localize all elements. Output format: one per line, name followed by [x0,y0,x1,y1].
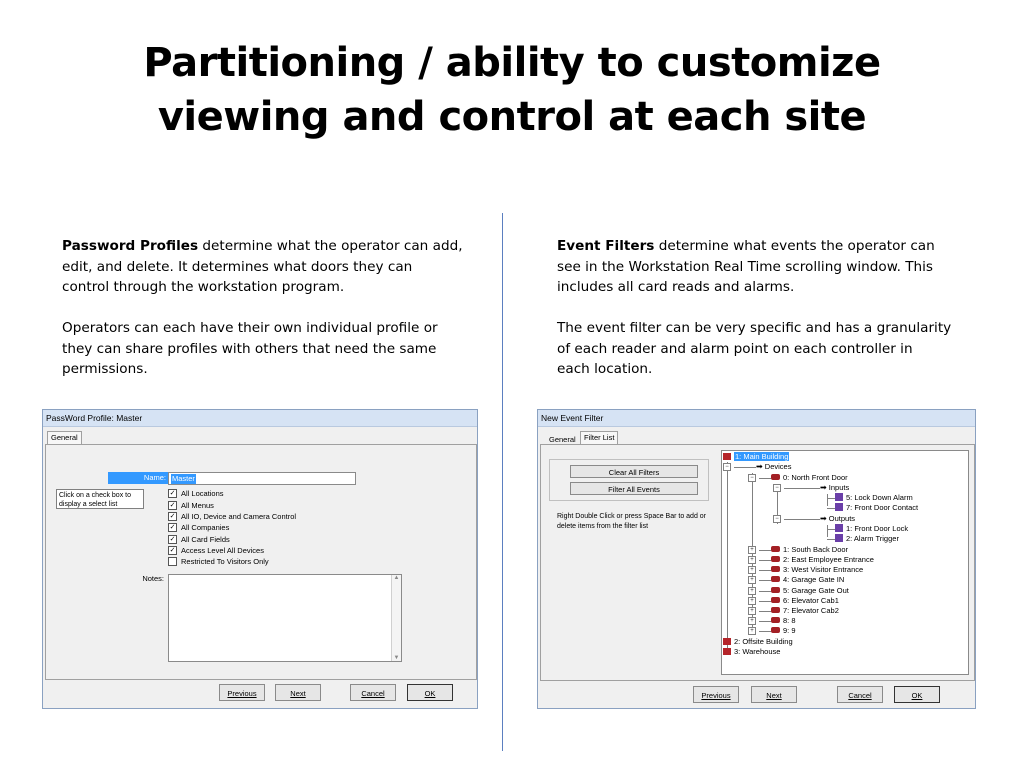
controller-icon [771,597,780,603]
checkbox-all-locations-label: All Locations [181,489,224,498]
slide-title-line-1: Partitioning / ability to customize [143,40,881,86]
right-p2-line2: of each reader and alarm point on each controller in [557,340,913,357]
expand-icon[interactable]: + [748,587,756,595]
password-profiles-paragraph [62,236,482,298]
checkbox-all-card-fields-box[interactable]: ✓ [169,535,176,543]
controller-icon [771,566,780,572]
filter-tree[interactable] [721,450,969,675]
tree-label-alarm-trigger: 2: Alarm Trigger [846,534,899,543]
tree-label-controller: 6: Elevator Cab1 [783,596,839,605]
tree-label-controller: 2: East Employee Entrance [783,555,874,564]
tab-general[interactable]: General [546,434,579,446]
filter-all-events-button[interactable]: Filter All Events [570,482,698,495]
notes-label: Notes: [142,574,164,583]
tree-node-controller[interactable] [748,616,796,626]
right-p1-line1: determine what events the operator can [654,238,935,254]
collapse-icon[interactable]: − [773,515,781,523]
controller-icon [771,474,780,480]
left-p1-line2: edit, and delete. It determines what doors they can [62,258,413,275]
tree-node-warehouse[interactable] [723,647,780,657]
expand-icon[interactable]: + [748,566,756,574]
tree-node-lock-down-alarm[interactable] [827,493,913,503]
tree-node-front-door-lock[interactable] [827,524,908,534]
arrow-right-icon: ➡ [756,462,763,471]
event-filter-granularity-paragraph [557,318,977,380]
left-p2-line1: Operators can each have their own individual profile or [62,320,438,336]
output-point-icon [835,524,843,532]
previous-button[interactable]: Previous [219,684,265,701]
column-divider [502,213,503,751]
tree-label-controller: 5: Garage Gate Out [783,586,849,595]
input-point-icon [835,503,843,511]
tree-node-controller[interactable] [748,545,848,555]
right-p1-line3: includes all card reads and alarms. [557,279,795,295]
collapse-icon[interactable]: − [773,484,781,492]
checkbox-all-menus-label: All Menus [181,501,214,510]
tree-label-devices: Devices [764,462,792,471]
password-dialog-title: PassWord Profile: Master [43,410,477,427]
expand-icon[interactable]: + [748,546,756,554]
tree-label-controller: 1: South Back Door [783,545,849,554]
scroll-up-icon[interactable]: ▲ [393,575,400,581]
expand-icon[interactable]: + [748,556,756,564]
output-point-icon [835,534,843,542]
event-tab-body [540,444,975,681]
checkbox-all-card-fields[interactable] [168,535,230,545]
new-event-filter-dialog [537,409,976,709]
checkbox-all-io-device-camera[interactable] [168,512,296,522]
password-profile-dialog [42,409,478,709]
collapse-icon[interactable]: − [748,474,756,482]
input-point-icon [835,493,843,501]
password-tab-body [45,444,477,680]
controller-icon [771,556,780,562]
name-label: Name: [108,472,168,484]
tree-node-offsite-building[interactable] [723,637,793,647]
controller-icon [771,587,780,593]
name-field[interactable] [168,472,356,485]
next-button[interactable]: Next [275,684,321,701]
checkbox-restricted-visitors-box[interactable] [168,557,177,566]
tree-line [727,462,728,652]
password-profiles-term: Password Profiles [62,238,199,254]
building-icon [723,638,731,645]
tab-filter-list[interactable]: Filter List [580,431,618,444]
slide-title [0,36,1024,144]
tree-node-controller[interactable] [748,565,863,575]
next-button[interactable]: Next [751,686,797,703]
clear-all-filters-button[interactable]: Clear All Filters [570,465,698,478]
tree-label-warehouse: 3: Warehouse [734,647,781,656]
expand-icon[interactable]: + [748,597,756,605]
tree-label-front-door-contact: 7: Front Door Contact [846,503,919,512]
slide-title-line-2: viewing and control at each site [157,94,867,140]
filter-buttons-group [549,459,709,501]
operators-paragraph [62,318,482,380]
ok-button[interactable]: OK [407,684,453,701]
left-p1-line1: determine what the operator can add, [198,238,463,254]
notes-scrollbar[interactable] [391,575,401,661]
controller-icon [771,607,780,613]
left-p2-line2: they can share profiles with others that need the same [62,340,437,357]
controller-icon [771,546,780,552]
checkbox-access-level-all-devices[interactable] [168,546,264,556]
event-filters-term: Event Filters [557,238,655,254]
checkbox-restricted-visitors[interactable] [168,557,269,567]
checkbox-all-companies-label: All Companies [181,523,230,532]
left-p1-line3: control through the workstation program. [62,279,345,295]
expand-icon[interactable]: + [748,617,756,625]
cancel-button[interactable]: Cancel [350,684,396,701]
checkbox-all-companies-box[interactable]: ✓ [169,523,176,531]
tree-label-controller: 8: 8 [783,616,796,625]
checkbox-all-locations-box[interactable]: ✓ [169,489,176,497]
name-field-value: Master [172,474,195,483]
checkbox-all-companies[interactable] [168,523,229,533]
tree-node-main-building[interactable] [723,452,789,462]
cancel-button[interactable]: Cancel [837,686,883,703]
tree-node-controller[interactable] [748,555,874,565]
building-icon [723,453,731,460]
tree-node-controller[interactable] [748,626,796,636]
tree-node-controller[interactable] [748,606,839,616]
tree-node-controller[interactable] [748,586,849,596]
checkbox-access-level-label: Access Level All Devices [181,546,264,555]
tree-label-inputs: Inputs [828,483,850,492]
tree-node-north-front-door[interactable] [748,473,848,483]
checkbox-restricted-visitors-label: Restricted To Visitors Only [181,557,269,566]
tree-label-controller: 7: Elevator Cab2 [783,606,839,615]
right-p1-line2: see in the Workstation Real Time scrolling window. This [557,258,934,275]
tab-general[interactable]: General [47,431,82,444]
tree-node-devices[interactable] [723,462,791,472]
checkbox-all-io-label: All IO, Device and Camera Control [181,512,297,521]
building-icon [723,648,731,655]
arrow-right-icon: ➡ [820,483,827,492]
tree-node-outputs[interactable] [773,514,855,524]
event-dialog-title: New Event Filter [538,410,975,427]
scroll-down-icon[interactable]: ▼ [393,655,400,661]
checkbox-access-level-box[interactable]: ✓ [169,546,176,554]
tree-label-main-building: 1: Main Building [735,452,789,461]
tree-label-outputs: Outputs [828,514,856,523]
tree-node-front-door-contact[interactable] [827,503,918,513]
expand-icon[interactable]: + [748,576,756,584]
check-box-hint: Click on a check box to display a select list [56,489,144,509]
tree-label-north-front-door: 0: North Front Door [783,473,848,482]
tree-label-lock-down-alarm: 5: Lock Down Alarm [846,493,913,502]
left-p2-line3: permissions. [62,361,148,377]
arrow-right-icon: ➡ [820,514,827,523]
expand-icon[interactable]: + [748,627,756,635]
filter-list-hint: Right Double Click or press Space Bar to add or delete items from the filter list [557,513,707,530]
controller-icon [771,617,780,623]
collapse-icon[interactable]: − [723,463,731,471]
tree-node-alarm-trigger[interactable] [827,534,899,544]
tree-label-front-door-lock: 1: Front Door Lock [846,524,909,533]
event-filters-paragraph [557,236,977,298]
tree-node-controller[interactable] [748,596,839,606]
tree-label-controller: 3: West Visitor Entrance [783,565,864,574]
right-p2-line3: each location. [557,361,653,377]
tree-label-offsite-building: 2: Offsite Building [734,637,793,646]
controller-icon [771,627,780,633]
tree-node-inputs[interactable] [773,483,849,493]
checkbox-all-locations[interactable] [168,489,224,499]
checkbox-all-io-box[interactable]: ✓ [169,512,176,520]
controller-icon [771,576,780,582]
tree-label-controller: 4: Garage Gate IN [783,575,845,584]
previous-button[interactable]: Previous [693,686,739,703]
tree-node-controller[interactable] [748,575,844,585]
notes-textarea[interactable] [168,574,402,662]
ok-button[interactable]: OK [894,686,940,703]
checkbox-all-menus[interactable] [168,501,214,511]
tree-label-controller: 9: 9 [783,626,796,635]
right-p2-line1: The event filter can be very specific and has a granularity [557,320,952,336]
checkbox-all-card-fields-label: All Card Fields [181,535,230,544]
expand-icon[interactable]: + [748,607,756,615]
checkbox-all-menus-box[interactable]: ✓ [169,501,176,509]
